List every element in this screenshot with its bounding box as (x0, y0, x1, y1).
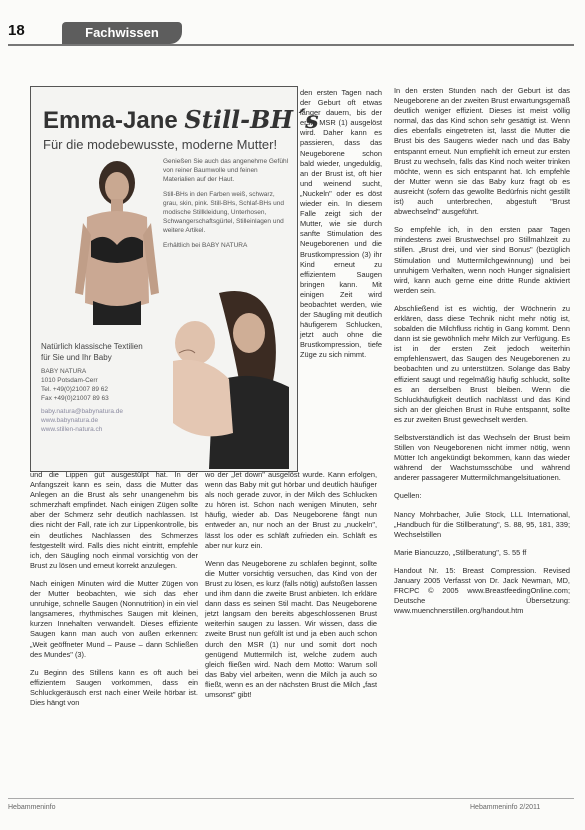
ad-description (163, 157, 291, 256)
ad-title-script: Still-BH´s (184, 105, 319, 134)
ad-subtitle: Für die modebewusste, moderne Mutter! (43, 137, 278, 152)
paragraph: So empfehle ich, in den ersten paar Tagen mindestens zwei Brustwechsel pro Stillmahlzeit zu stillen. „Brust drei, und vier sind Bonus" (bezüglich Stimulation und Muttermilchgewinnung) und bei unruhigem Verhalten, wenn noch Hunger signalisiert wird, kann auch gerne eine dritte Runde aktiviert werden sein. (394, 225, 570, 295)
paragraph: und die Lippen gut ausgestülpt hat. In der Anfangszeit kann es sein, dass die Mutter das Anlegen an die Brust als sehr unangenehm bis schmerzhaft empfindet. Nach einigen Zügen sollte aber der Schmerz sehr deutlich nachlassen. Ist dies nicht der Fall, rate ich zur Lippenkontrolle, bis ein deutliches Nachlassen des Schmerzes festgestellt wird. Falls dies nicht eintritt, empfehle ich, den Säugling noch einmal vorsichtig von der Brust zu lösen und erneut korrekt anzulegen. (30, 470, 198, 570)
text-column-1 (30, 470, 198, 775)
ad-text-1: Genießen Sie auch das angenehme Gefühl von reiner Baumwolle und feinen Materialien auf der Haut. (163, 158, 289, 183)
ad-contact (41, 341, 153, 438)
advertisement (30, 86, 319, 472)
paragraph: In den ersten Stunden nach der Geburt ist das Neugeborene an der zweiten Brust erwartungsgemäß deutlich weniger effizient. Dieses ist meist völlig normal, das das Kind schon sehr gesättigt ist. Wenn dies ebenfalls eingetreten ist, lasst die Mutter die Brust bis des Saugens wieder nach und das Baby entspannt erneut. Nun empfiehlt ich erneut zur ersten Brust zu wechseln, falls das Kind noch weiter trinken möchte, wenn es sich entspannt hat. Ich empfehle der Mutter wenn sie das Baby kurz fragt ob es ausreicht (sofern das gewollte Bedürfnis nicht gestillt ist) auch unterbrechen, abgestuft "Brust abwechselnd" ausgeführt. (394, 86, 570, 217)
section-banner: Fachwissen (62, 22, 182, 44)
source-item: Nancy Mohrbacher, Julie Stock, LLL International, „Handbuch für die Stillberatung", S. 88, 95, 181, 339; Wechselstillen (394, 509, 570, 539)
paragraph: Abschließend ist es wichtig, der Wöchnerin zu erklären, dass diese Technik nicht mehr nötig ist, sobalden die Milchfluss richtig in Gang kommt. Denn dann ist sie gewöhnlich mehr Milch zur Verfügung. Es ist in der ersten Zeit jedoch weiterhin empfehlenswert, das Saugen des Neugeborenen zu beobachten und zu unterstützen. Solange das Baby effizient saugt und regelmäßig häufig schluckt, sollte es an derselben Brust bleiben. Wenn die Schluckhäufigkeit deutlich nachlässt und das Kind sich an der gleichen Brust in Ruhe entspannt, sollte es zur zweiten Brust gewechselt werden. (394, 303, 570, 424)
ad-title-text: Emma-Jane (43, 107, 178, 134)
ad-address (41, 367, 153, 403)
narrow-paragraph: den ersten Tagen nach der Geburt oft etwas länger dauern, bis der erste MSR (1) ausgelöst wird. Daher kann es passieren, dass das Neugeborene schon bald wieder, ungeduldig, an der Brust ist, oft hier und weinend sucht, „Nuckeln" oder es döst wieder ein. In diesem Falle zeigt sich der Mutter, wie sie durch sanfte Stimulation des Neugeborenen und die Brustkompression (3) ihr Kind erneut zu effizientem Saugen bringen kann. Mit einigen Zeit wird beobachtet werden, wie der Säugling mit deutlich häufigerem Schlucken, jetzt auch ohne die Brustkompression, tiefe Züge zu sich nimmt. (300, 88, 382, 360)
ad-links (41, 407, 153, 434)
ad-company: BABY NATURA (41, 368, 87, 375)
ad-phone: Tel. +49(0)21007 89 62 (41, 386, 109, 393)
ad-text-3: Erhältlich bei BABY NATURA (163, 242, 248, 249)
paragraph: Selbstverständlich ist das Wechseln der Brust beim Stillen von Neugeborenen nicht immer nötig, wenn Mütter Ich angekündigt bekommen, kann das wieder während der Wachstumsschübe und während anderer passagerer Muttermilchmangelsituationen. (394, 433, 570, 483)
text-column-3 (394, 86, 570, 776)
ad-text-2: Still-BHs in den Farben weiß, schwarz, grau, skin, pink. Still-BHs, Schlaf-BHs und modische Stillkleidung, Unterhosen, Schwangerschaftsgürtel, Stilleinlagen und weitere Artikel. (163, 191, 285, 234)
narrow-column (300, 88, 382, 468)
ad-fax: Fax +49(0)21007 89 63 (41, 395, 109, 402)
ad-web-link-2[interactable]: www.stillen-natura.ch (41, 426, 103, 433)
ad-contact-head: Natürlich klassische Textilien für Sie und Ihr Baby (41, 342, 143, 362)
paragraph: Wenn das Neugeborene zu schlafen beginnt, sollte die Mutter vorsichtig versuchen, das Kind von der Brust zu lösen, es kurz (falls nötig) aufstoßen lassen und ihm dann die zweite Brust anbieten. Ich erkläre dann dass es seinen Stil macht. Das Neugeborene jetzt langsam den bereits abgeschlossenen Brust weiterhin saugen zu lassen. Wir wissen, dass die zweite Brust nun gefüllt ist und ja eben auch schon durch den MSR (1) nur und somit dort noch genügend Muttermilch ist, welche zudem auch gleich fließen wird. Nach dem Motto: Warum soll das Baby viel arbeiten, wenn die Milch ja auch so fließt, wenn es an der nächsten Brust die Milch „fast umsonst" gibt! (205, 558, 377, 699)
page-number: 18 (8, 22, 25, 39)
source-item: Handout Nr. 15: Breast Compression. Revised January 2005 Verfasst von Dr. Jack Newman, MD, FRCPC © 2005 www.BreastfeedingOnline.com; Deutsche Übersetzung: www.muenchnerstillen.org/handout.htm (394, 565, 570, 616)
paragraph: wo der „let down" ausgelöst wurde. Kann erfolgen, wenn das Baby mit gut hörbar und deutlich häufiger als noch gerade zuvor, in der Milch des Schlucken zu hören ist. Schon nach wenigen Minuten, sehr häufig, wieder ab. Das Neugeborene fängt nun entweder an, nur noch an der Brust zu „nuckeln", lässt los oder es schläft zufrieden ein. Schläft es aber nur kurz ein. (205, 470, 377, 550)
footer-right: Hebammeninfo 2/2011 (470, 804, 541, 811)
sources-heading: Quellen: (394, 491, 422, 501)
footer-left: Hebammeninfo (8, 804, 56, 811)
ad-title (43, 105, 319, 135)
mother-baby-photo (149, 283, 295, 469)
footer-rule (8, 798, 574, 799)
ad-street: 1010 Potsdam-Cerr (41, 377, 98, 384)
paragraph: Zu Beginn des Stillens kann es oft auch bei effizientem Saugen vorkommen, dass ein Schluckgeräusch erst nach einer Weile hörbar ist. Dies hängt von (30, 667, 198, 707)
paragraph: Nach einigen Minuten wird die Mutter Zügen von der Mutter beobachten, wie sich das eher unruhige, schnelle Saugen (Nonnutrition) in ein viel langsameres, rhythmisches Saugen mit kleinen, kurzen Innehalten verwandelt. Dieses effiziente Saugen kann man auch von außen erkennen: „Weit geöffneter Mund – Pause – dann Schließen des Mundes" (3). (30, 578, 198, 659)
header-rule (8, 44, 574, 46)
ad-email-link[interactable]: baby.natura@babynatura.de (41, 408, 124, 415)
ad-web-link-1[interactable]: www.babynatura.de (41, 417, 99, 424)
text-column-2 (205, 470, 377, 775)
source-item: Marie Biancuzzo, „Stillberatung", S. 55 ff (394, 547, 527, 557)
